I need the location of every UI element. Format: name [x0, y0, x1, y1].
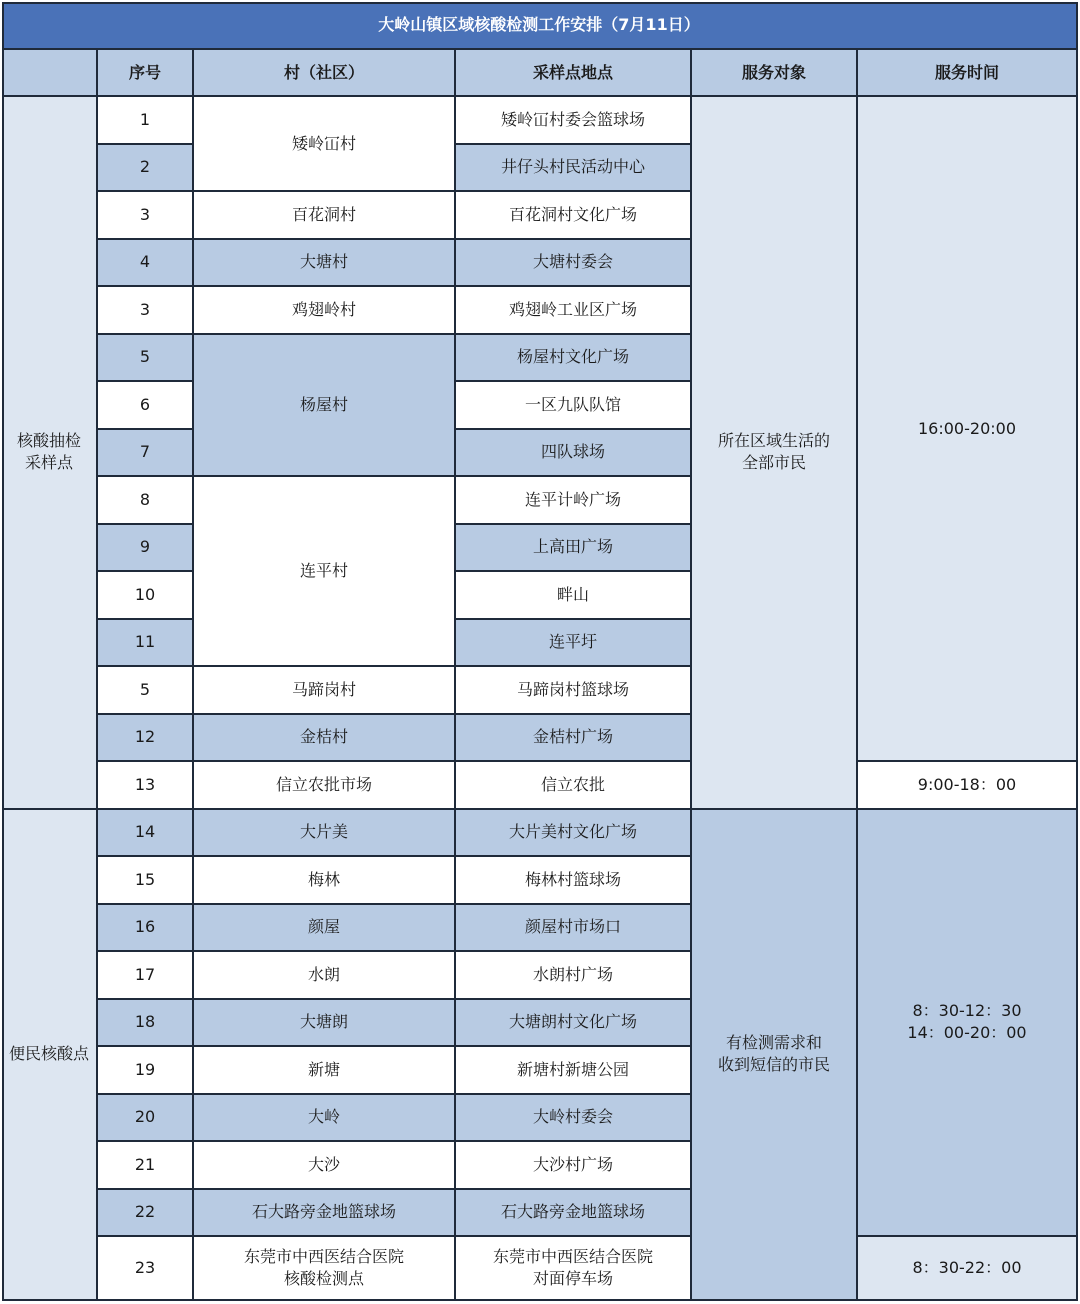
- row-number-text: 12: [134, 727, 156, 747]
- row-number: [98, 905, 194, 953]
- village-cell-text: 大塘村: [299, 252, 348, 272]
- row-number-text: 14: [134, 822, 156, 842]
- village-cell: [194, 97, 456, 192]
- row-site: [456, 240, 692, 288]
- row-number-text: 3: [139, 204, 151, 224]
- village-cell-text: 东莞市中西医结合医院 核酸检测点: [243, 1247, 404, 1288]
- row-number: [98, 525, 194, 573]
- header-group: [2, 50, 98, 97]
- row-site-text: 金桔村广场: [532, 727, 613, 747]
- row-number: [98, 1047, 194, 1095]
- row-site-text: 鸡翅岭工业区广场: [508, 299, 637, 319]
- row-number-text: 20: [134, 1107, 156, 1127]
- target-convenience-text: 有检测需求和 收到短信的市民: [717, 1033, 830, 1075]
- village-cell-text: 矮岭冚村: [291, 133, 356, 153]
- row-number: [98, 97, 194, 145]
- row-number: [98, 1237, 194, 1301]
- row-number: [98, 1190, 194, 1238]
- row-site: [456, 620, 692, 668]
- header-site: [456, 50, 692, 97]
- time-convenience-hospital-text: 8：30-22：00: [912, 1258, 1022, 1277]
- row-site-text: 百花洞村文化广场: [508, 204, 637, 224]
- village-cell-text: 百花洞村: [291, 204, 356, 224]
- group-sampling-points-text: 核酸抽检 采样点: [16, 431, 81, 473]
- village-cell: [194, 335, 456, 478]
- village-cell-text: 石大路旁金地篮球场: [251, 1202, 396, 1222]
- row-number: [98, 145, 194, 193]
- row-site: [456, 905, 692, 953]
- row-number-text: 11: [134, 632, 156, 652]
- header-number-text: 序号: [128, 62, 161, 82]
- row-site-text: 大塘朗村文化广场: [508, 1012, 637, 1032]
- row-site-text: 矮岭冚村委会篮球场: [500, 109, 645, 129]
- row-site-text: 大片美村文化广场: [508, 822, 637, 842]
- row-number: [98, 715, 194, 763]
- row-number-text: 23: [134, 1258, 156, 1277]
- row-number: [98, 240, 194, 288]
- row-site: [456, 1095, 692, 1143]
- row-site: [456, 1237, 692, 1301]
- row-number-text: 13: [134, 774, 156, 794]
- row-number: [98, 952, 194, 1000]
- row-site: [456, 1142, 692, 1190]
- table-title-text: 大岭山镇区域核酸检测工作安排（7月11日）: [378, 15, 700, 34]
- village-cell: [194, 287, 456, 335]
- time-sampling-market: [858, 762, 1078, 810]
- village-cell-text: 金桔村: [299, 727, 348, 747]
- row-number: [98, 762, 194, 810]
- row-number-text: 18: [134, 1012, 156, 1032]
- row-number: [98, 477, 194, 525]
- village-cell-text: 大岭: [307, 1107, 340, 1127]
- row-site: [456, 1000, 692, 1048]
- row-site-text: 马蹄岗村篮球场: [516, 679, 629, 699]
- group-convenience-points-text: 便民核酸点: [8, 1044, 89, 1064]
- row-number: [98, 620, 194, 668]
- row-site: [456, 572, 692, 620]
- village-cell-text: 马蹄岗村: [291, 679, 356, 699]
- time-convenience-main-text: 8：30-12：30 14：00-20：00: [907, 1001, 1027, 1043]
- row-number-text: 2: [139, 157, 151, 177]
- row-site-text: 畔山: [556, 584, 589, 604]
- village-cell: [194, 952, 456, 1000]
- village-cell-text: 颜屋: [307, 917, 340, 937]
- row-site: [456, 287, 692, 335]
- row-number-text: 5: [139, 679, 151, 699]
- village-cell: [194, 857, 456, 905]
- village-cell-text: 新塘: [307, 1059, 340, 1079]
- village-cell-text: 水朗: [307, 964, 340, 984]
- row-site: [456, 715, 692, 763]
- row-number-text: 15: [134, 869, 156, 889]
- header-village-text: 村（社区）: [283, 62, 364, 82]
- village-cell: [194, 1095, 456, 1143]
- row-site-text: 梅林村篮球场: [524, 869, 621, 889]
- row-number-text: 9: [139, 537, 151, 557]
- row-site: [456, 810, 692, 858]
- row-site: [456, 477, 692, 525]
- row-site-text: 上高田广场: [532, 537, 613, 557]
- row-site-text: 四队球场: [540, 442, 605, 462]
- row-number: [98, 287, 194, 335]
- row-site: [456, 430, 692, 478]
- row-number: [98, 335, 194, 383]
- village-cell: [194, 1190, 456, 1238]
- header-time-text: 服务时间: [934, 62, 999, 82]
- village-cell: [194, 810, 456, 858]
- village-cell: [194, 905, 456, 953]
- village-cell-text: 连平村: [299, 561, 348, 580]
- row-site: [456, 857, 692, 905]
- target-sampling-text: 所在区域生活的 全部市民: [717, 431, 830, 473]
- header-number: [98, 50, 194, 97]
- row-number: [98, 857, 194, 905]
- row-number-text: 8: [139, 489, 151, 509]
- row-number: [98, 1000, 194, 1048]
- row-site: [456, 1047, 692, 1095]
- header-time: [858, 50, 1078, 97]
- row-site: [456, 97, 692, 145]
- village-cell: [194, 762, 456, 810]
- row-site: [456, 145, 692, 193]
- village-cell: [194, 667, 456, 715]
- row-number: [98, 382, 194, 430]
- time-convenience-main: [858, 810, 1078, 1238]
- group-sampling-points: [2, 97, 98, 810]
- header-site-text: 采样点地点: [532, 62, 613, 82]
- row-number: [98, 192, 194, 240]
- row-number: [98, 667, 194, 715]
- header-target-text: 服务对象: [741, 62, 806, 82]
- row-number: [98, 430, 194, 478]
- target-convenience: [692, 810, 858, 1302]
- row-site-text: 大岭村委会: [532, 1107, 613, 1127]
- row-number-text: 1: [139, 109, 151, 129]
- time-convenience-hospital: [858, 1237, 1078, 1301]
- row-site: [456, 1190, 692, 1238]
- row-site: [456, 952, 692, 1000]
- village-cell-text: 杨屋村: [299, 394, 348, 414]
- row-number: [98, 1142, 194, 1190]
- village-cell: [194, 1047, 456, 1095]
- row-site: [456, 192, 692, 240]
- village-cell: [194, 1000, 456, 1048]
- table-title: [2, 2, 1078, 50]
- header-village: [194, 50, 456, 97]
- row-site-text: 水朗村广场: [532, 964, 613, 984]
- row-number: [98, 1095, 194, 1143]
- row-number-text: 22: [134, 1202, 156, 1222]
- time-sampling-main: [858, 97, 1078, 762]
- header-target: [692, 50, 858, 97]
- row-number-text: 10: [134, 584, 156, 604]
- row-number-text: 19: [134, 1059, 156, 1079]
- village-cell-text: 信立农批市场: [275, 774, 372, 794]
- row-site: [456, 335, 692, 383]
- row-number-text: 16: [134, 917, 156, 937]
- row-site-text: 大塘村委会: [532, 252, 613, 272]
- village-cell-text: 大塘朗: [299, 1012, 348, 1032]
- row-site-text: 连平圩: [548, 632, 597, 652]
- row-number: [98, 810, 194, 858]
- row-site-text: 颜屋村市场口: [524, 917, 621, 937]
- row-number-text: 21: [134, 1154, 156, 1174]
- row-site: [456, 762, 692, 810]
- village-cell-text: 鸡翅岭村: [291, 299, 356, 319]
- village-cell: [194, 240, 456, 288]
- village-cell-text: 梅林: [307, 869, 340, 889]
- row-site-text: 新塘村新塘公园: [516, 1059, 629, 1079]
- row-site: [456, 382, 692, 430]
- village-cell: [194, 192, 456, 240]
- row-number-text: 17: [134, 964, 156, 984]
- time-sampling-market-text: 9:00-18：00: [917, 774, 1017, 794]
- row-site: [456, 667, 692, 715]
- village-cell: [194, 477, 456, 667]
- schedule-table: [2, 2, 1078, 1301]
- row-number: [98, 572, 194, 620]
- target-sampling: [692, 97, 858, 810]
- row-number-text: 3: [139, 299, 151, 319]
- village-cell: [194, 1237, 456, 1301]
- village-cell-text: 大沙: [307, 1154, 340, 1174]
- row-site-text: 信立农批: [540, 774, 605, 794]
- row-site-text: 井仔头村民活动中心: [500, 157, 645, 177]
- row-site-text: 东莞市中西医结合医院 对面停车场: [492, 1247, 653, 1288]
- row-number-text: 7: [139, 442, 151, 462]
- group-convenience-points: [2, 810, 98, 1302]
- row-number-text: 6: [139, 394, 151, 414]
- row-site: [456, 525, 692, 573]
- village-cell: [194, 1142, 456, 1190]
- village-cell: [194, 715, 456, 763]
- row-number-text: 5: [139, 347, 151, 367]
- time-sampling-main-text: 16:00-20:00: [918, 418, 1016, 438]
- village-cell-text: 大片美: [299, 822, 348, 842]
- row-number-text: 4: [139, 252, 151, 272]
- row-site-text: 一区九队队馆: [524, 394, 621, 414]
- row-site-text: 石大路旁金地篮球场: [500, 1202, 645, 1222]
- row-site-text: 连平计岭广场: [524, 489, 621, 509]
- row-site-text: 大沙村广场: [532, 1154, 613, 1174]
- row-site-text: 杨屋村文化广场: [516, 347, 629, 367]
